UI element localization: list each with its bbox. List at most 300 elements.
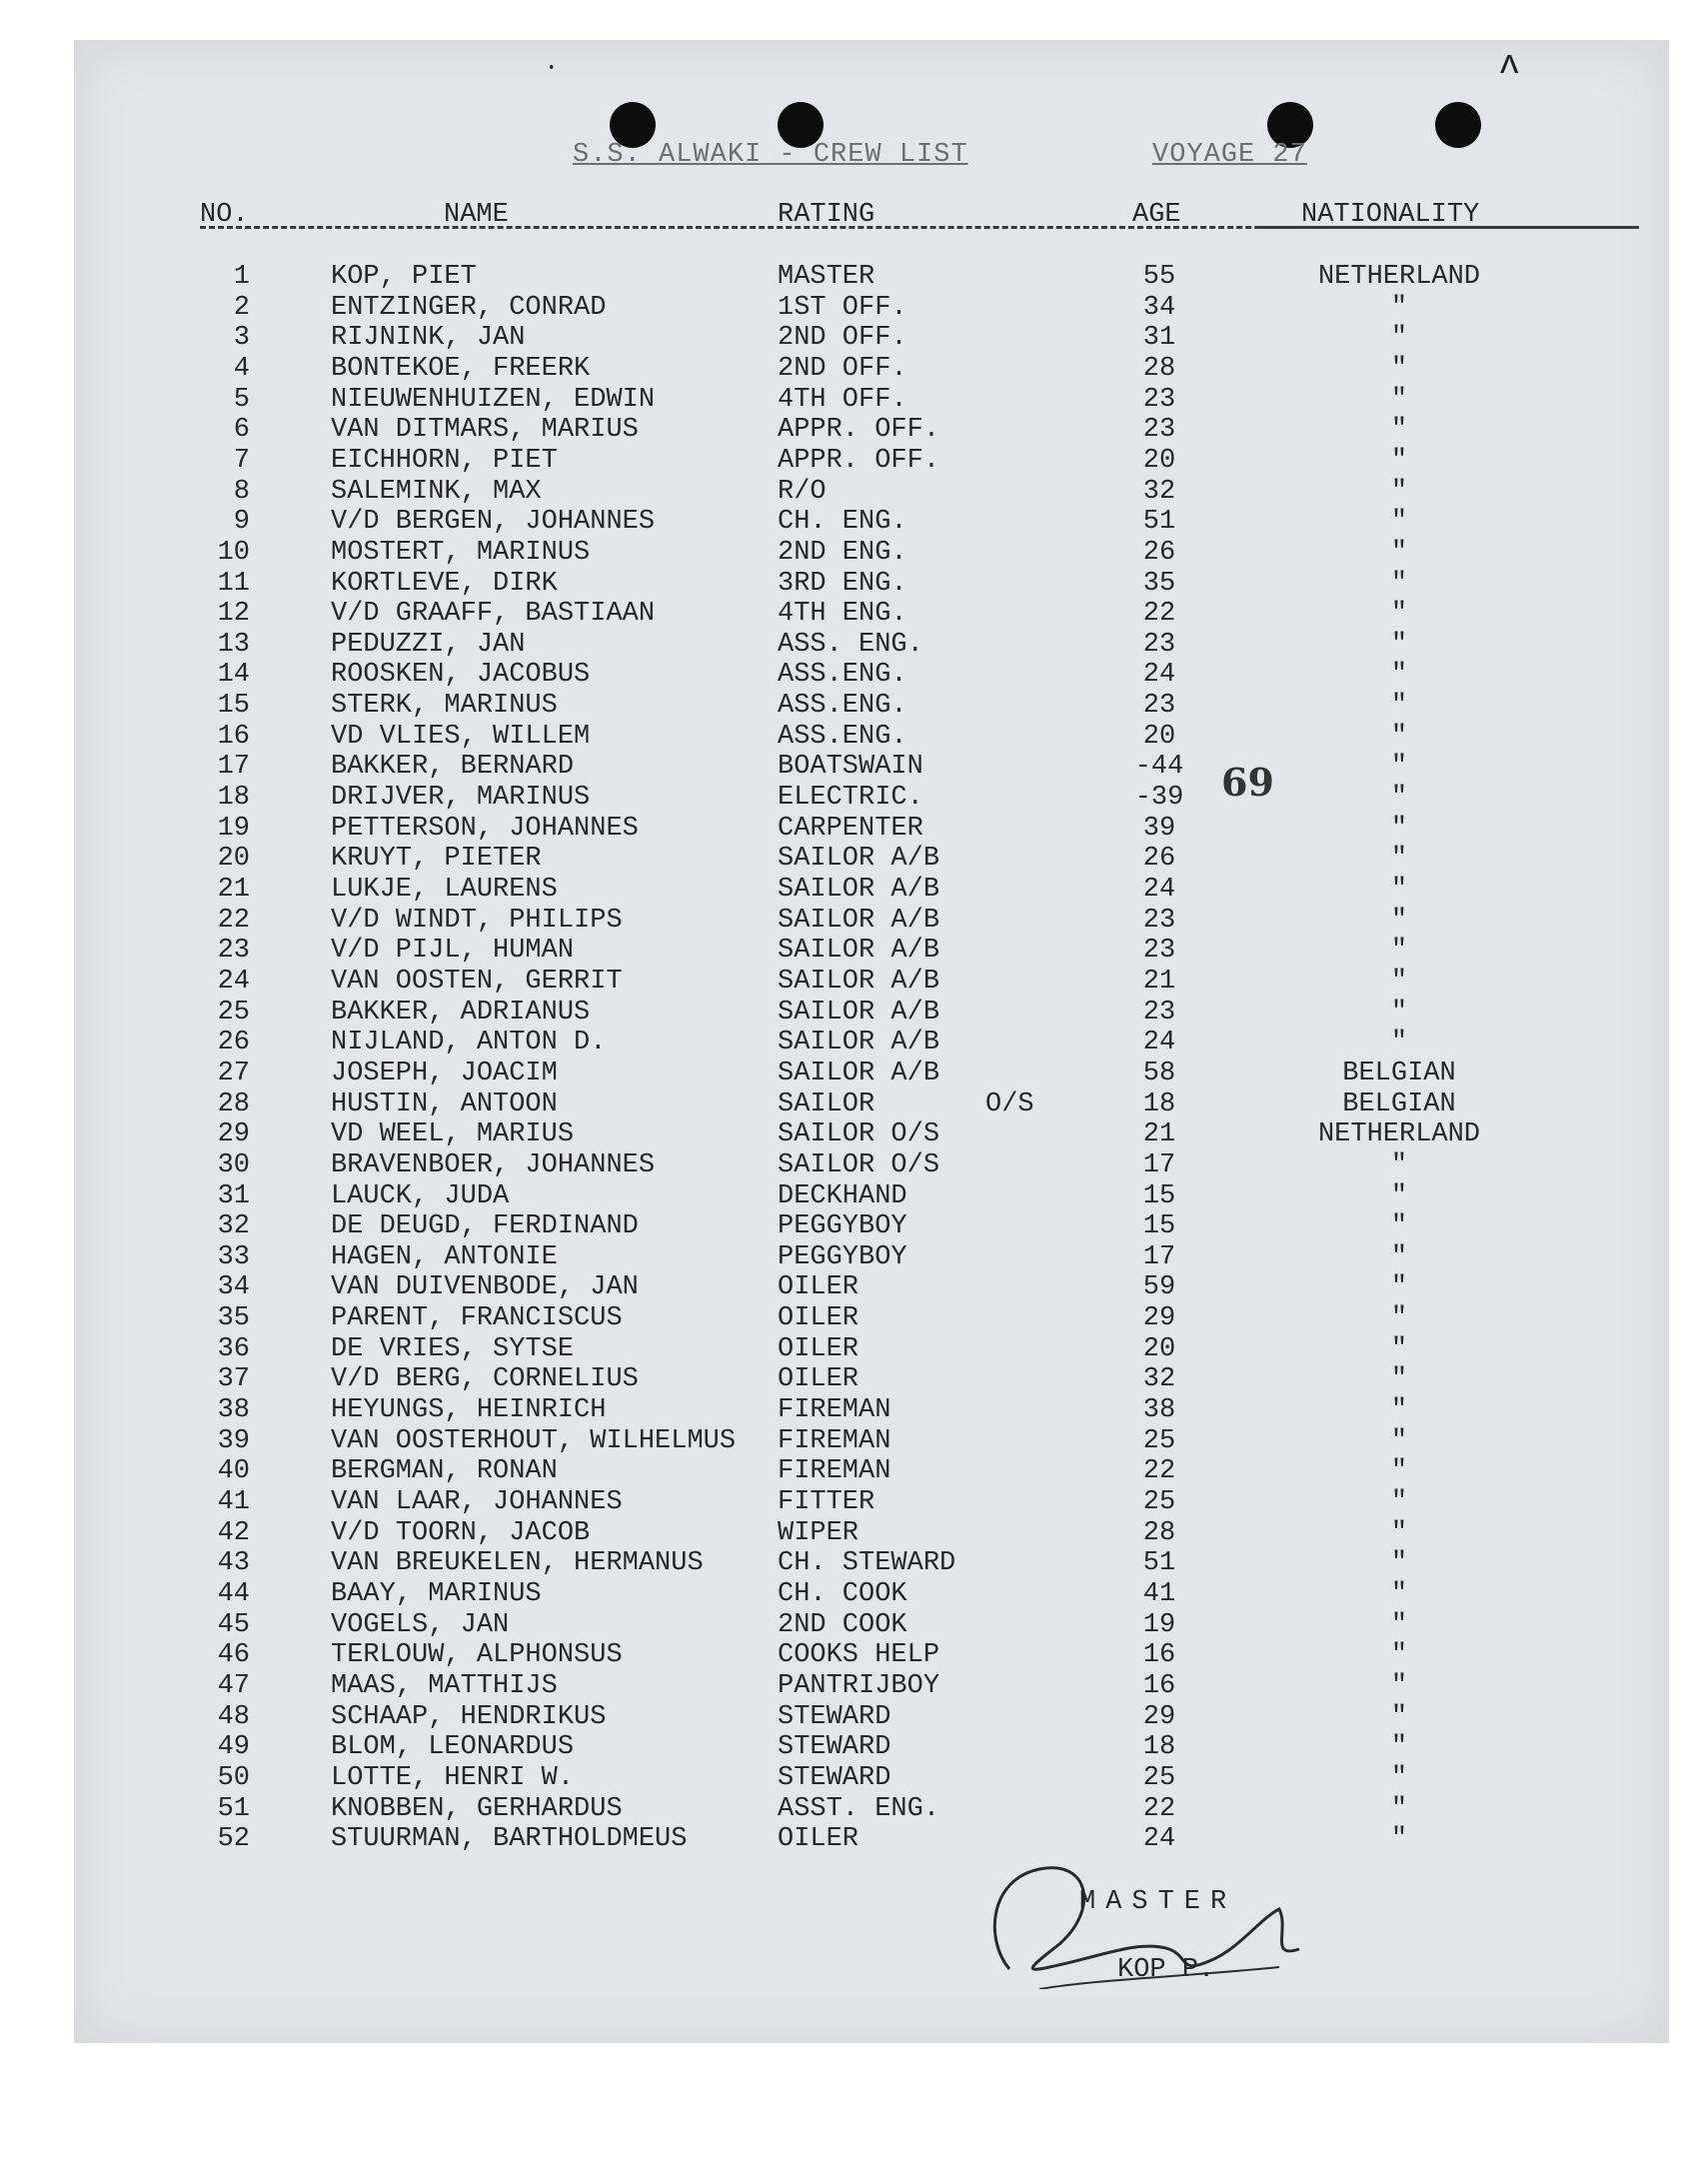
crew-rating: SAILOR O/S <box>778 1150 940 1180</box>
crew-number: 14 <box>217 660 250 690</box>
crew-rating: CH. ENG. <box>778 507 907 537</box>
crew-age: 35 <box>1142 569 1176 599</box>
table-row <box>0 262 1708 293</box>
crew-number: 43 <box>217 1548 250 1578</box>
table-row <box>0 1426 1708 1457</box>
table-row <box>0 1763 1708 1794</box>
crew-nationality: " <box>1390 354 1408 384</box>
crew-age: 20 <box>1142 446 1176 476</box>
table-row <box>0 814 1708 845</box>
crew-nationality: " <box>1390 1334 1408 1364</box>
crew-age: 18 <box>1142 1732 1176 1762</box>
crew-name: BERGMAN, RONAN <box>331 1456 558 1486</box>
table-row <box>0 1181 1708 1212</box>
crew-name: BONTEKOE, FREERK <box>331 354 591 384</box>
crew-nationality: " <box>1390 783 1408 813</box>
crew-age: -44 <box>1134 752 1184 782</box>
crew-number: 11 <box>217 569 250 599</box>
crew-name: RIJNINK, JAN <box>331 323 526 353</box>
crew-nationality: BELGIAN <box>1342 1059 1456 1088</box>
crew-rating: BOATSWAIN <box>778 752 923 782</box>
table-row <box>0 1579 1708 1610</box>
crew-age: 39 <box>1142 814 1176 844</box>
crew-age: 23 <box>1142 385 1176 415</box>
crew-nationality: " <box>1390 1181 1408 1211</box>
crew-rating: OILER <box>778 1334 859 1364</box>
crew-age: 25 <box>1142 1487 1176 1517</box>
crew-nationality: " <box>1390 1242 1408 1272</box>
crew-rating: APPR. OFF. <box>778 415 940 445</box>
crew-age: 25 <box>1142 1426 1176 1456</box>
crew-name: KORTLEVE, DIRK <box>331 569 558 599</box>
crew-number: 51 <box>217 1794 250 1824</box>
crew-name: TERLOUW, ALPHONSUS <box>331 1640 623 1670</box>
crew-number: 20 <box>217 844 250 874</box>
crew-age: 23 <box>1142 415 1176 445</box>
crew-name: HUSTIN, ANTOON <box>331 1089 558 1119</box>
crew-number: 15 <box>217 691 250 721</box>
crew-number: 37 <box>217 1364 250 1394</box>
crew-number: 7 <box>233 446 250 476</box>
crew-rating: STEWARD <box>778 1732 891 1762</box>
crew-rating: 4TH OFF. <box>778 385 907 415</box>
crew-number: 25 <box>217 998 250 1028</box>
crew-rating: STEWARD <box>778 1763 891 1793</box>
crew-nationality: " <box>1390 1702 1408 1732</box>
crew-nationality: " <box>1390 1763 1408 1793</box>
crew-name: PEDUZZI, JAN <box>331 630 526 660</box>
crew-name: NIJLAND, ANTON D. <box>331 1028 607 1058</box>
crew-rating: DECKHAND <box>778 1181 907 1211</box>
crew-name: EICHHORN, PIET <box>331 446 558 476</box>
crew-rating: MASTER <box>778 262 875 292</box>
crew-rating: ASST. ENG. <box>778 1794 940 1824</box>
crew-number: 18 <box>217 783 250 813</box>
table-row <box>0 1364 1708 1395</box>
crew-number: 41 <box>217 1487 250 1517</box>
crew-number: 39 <box>217 1426 250 1456</box>
crew-nationality: " <box>1390 1610 1408 1640</box>
crew-name: VAN OOSTEN, GERRIT <box>331 967 623 997</box>
crew-age: 23 <box>1142 691 1176 721</box>
table-row <box>0 1824 1708 1855</box>
crew-name: JOSEPH, JOACIM <box>331 1059 558 1088</box>
crew-rating: 2ND ENG. <box>778 538 907 568</box>
crew-name: VOGELS, JAN <box>331 1610 510 1640</box>
crew-number: 38 <box>217 1395 250 1425</box>
crew-age: 26 <box>1142 844 1176 874</box>
crew-name: LAUCK, JUDA <box>331 1181 510 1211</box>
crew-rating: PANTRIJBOY <box>778 1671 940 1701</box>
table-row <box>0 1272 1708 1303</box>
table-row <box>0 875 1708 906</box>
table-row <box>0 599 1708 630</box>
crew-number: 19 <box>217 814 250 844</box>
crew-rating: ASS. ENG. <box>778 630 923 660</box>
table-row <box>0 569 1708 600</box>
crew-rating: 2ND COOK <box>778 1610 907 1640</box>
crew-rating: CARPENTER <box>778 814 923 844</box>
crew-rating: PEGGYBOY <box>778 1211 907 1241</box>
header-rule-solid <box>1259 226 1639 229</box>
crew-age: 26 <box>1142 538 1176 568</box>
crew-name: HAGEN, ANTONIE <box>331 1242 558 1272</box>
crew-rating: COOKS HELP <box>778 1640 940 1670</box>
crew-name: VD VLIES, WILLEM <box>331 722 591 752</box>
crew-age: 16 <box>1142 1671 1176 1701</box>
crew-age: 22 <box>1142 1456 1176 1486</box>
crew-name: BAAY, MARINUS <box>331 1579 542 1609</box>
crew-rating: SAILOR A/B <box>778 906 940 936</box>
voyage-number: VOYAGE 27 <box>1152 140 1307 170</box>
crew-rating: SAILOR A/B <box>778 936 940 966</box>
crew-age: 23 <box>1142 936 1176 966</box>
crew-number: 31 <box>217 1181 250 1211</box>
crew-rating: 3RD ENG. <box>778 569 907 599</box>
crew-age: 24 <box>1142 1028 1176 1058</box>
crew-rating: FITTER <box>778 1487 875 1517</box>
crew-rating: SAILOR <box>778 1089 875 1119</box>
crew-nationality: " <box>1390 323 1408 353</box>
crew-age: 22 <box>1142 599 1176 629</box>
crew-name: STUURMAN, BARTHOLDMEUS <box>331 1824 688 1854</box>
crew-rating-note: O/S <box>985 1089 1034 1119</box>
crew-rating: SAILOR A/B <box>778 1028 940 1058</box>
table-row <box>0 446 1708 477</box>
crew-name: HEYUNGS, HEINRICH <box>331 1395 607 1425</box>
crew-number: 50 <box>217 1763 250 1793</box>
crew-nationality: " <box>1390 1150 1408 1180</box>
crew-name: KRUYT, PIETER <box>331 844 542 874</box>
crew-number: 23 <box>217 936 250 966</box>
crew-nationality: " <box>1390 660 1408 690</box>
crew-rating: SAILOR A/B <box>778 998 940 1028</box>
crew-number: 36 <box>217 1334 250 1364</box>
crew-age: 23 <box>1142 906 1176 936</box>
crew-rating: PEGGYBOY <box>778 1242 907 1272</box>
crew-age: 23 <box>1142 998 1176 1028</box>
crew-age: 58 <box>1142 1059 1176 1088</box>
table-row <box>0 722 1708 753</box>
crew-name: STERK, MARINUS <box>331 691 558 721</box>
crew-nationality: NETHERLAND <box>1317 1119 1481 1149</box>
crew-nationality: " <box>1390 875 1408 905</box>
crew-number: 16 <box>217 722 250 752</box>
table-row <box>0 752 1708 783</box>
crew-name: MOSTERT, MARINUS <box>331 538 591 568</box>
table-row <box>0 1456 1708 1487</box>
crew-age: 23 <box>1142 630 1176 660</box>
table-row <box>0 507 1708 538</box>
crew-rating: R/O <box>778 477 827 507</box>
crew-age: -39 <box>1134 783 1184 813</box>
table-row <box>0 630 1708 661</box>
crew-age: 17 <box>1142 1242 1176 1272</box>
crew-number: 5 <box>233 385 250 415</box>
table-row <box>0 936 1708 967</box>
crew-age: 16 <box>1142 1640 1176 1670</box>
crew-number: 2 <box>233 293 250 323</box>
crew-nationality: " <box>1390 1395 1408 1425</box>
crew-rating: SAILOR A/B <box>778 1059 940 1088</box>
crew-number: 33 <box>217 1242 250 1272</box>
crew-name: VAN BREUKELEN, HERMANUS <box>331 1548 704 1578</box>
crew-name: VAN DUIVENBODE, JAN <box>331 1272 639 1302</box>
crew-nationality: " <box>1390 906 1408 936</box>
crew-name: LOTTE, HENRI W. <box>331 1763 575 1793</box>
table-row <box>0 1732 1708 1763</box>
crew-number: 48 <box>217 1702 250 1732</box>
table-row <box>0 1395 1708 1426</box>
crew-nationality: BELGIAN <box>1342 1089 1456 1119</box>
crew-number: 40 <box>217 1456 250 1486</box>
crew-age: 32 <box>1142 477 1176 507</box>
crew-rating: SAILOR A/B <box>778 844 940 874</box>
crew-rating: 2ND OFF. <box>778 354 907 384</box>
table-row <box>0 998 1708 1029</box>
crew-number: 32 <box>217 1211 250 1241</box>
crew-number: 21 <box>217 875 250 905</box>
crew-age: 34 <box>1142 293 1176 323</box>
crew-rating: SAILOR A/B <box>778 875 940 905</box>
crew-rating: FIREMAN <box>778 1456 891 1486</box>
crew-name: KNOBBEN, GERHARDUS <box>331 1794 623 1824</box>
table-row <box>0 323 1708 354</box>
crew-rating: APPR. OFF. <box>778 446 940 476</box>
crew-rating: 4TH ENG. <box>778 599 907 629</box>
crew-nationality: " <box>1390 1456 1408 1486</box>
handwritten-annotation: 69 <box>1221 760 1274 805</box>
crew-nationality: " <box>1390 691 1408 721</box>
crew-name: VD WEEL, MARIUS <box>331 1119 575 1149</box>
table-row <box>0 1487 1708 1518</box>
crew-number: 22 <box>217 906 250 936</box>
crew-number: 29 <box>217 1119 250 1149</box>
table-row <box>0 293 1708 324</box>
table-row <box>0 1548 1708 1579</box>
crew-nationality: " <box>1390 630 1408 660</box>
crew-nationality: " <box>1390 569 1408 599</box>
crew-number: 4 <box>233 354 250 384</box>
crew-nationality: " <box>1390 477 1408 507</box>
crew-age: 21 <box>1142 967 1176 997</box>
crew-number: 44 <box>217 1579 250 1609</box>
crew-number: 27 <box>217 1059 250 1088</box>
crew-rating: WIPER <box>778 1518 859 1548</box>
crew-name: BLOM, LEONARDUS <box>331 1732 575 1762</box>
crew-number: 10 <box>217 538 250 568</box>
crew-nationality: " <box>1390 446 1408 476</box>
table-row <box>0 1059 1708 1089</box>
crew-number: 3 <box>233 323 250 353</box>
table-row <box>0 477 1708 508</box>
crew-number: 8 <box>233 477 250 507</box>
crew-name: PARENT, FRANCISCUS <box>331 1303 623 1333</box>
table-row <box>0 783 1708 814</box>
crew-name: NIEUWENHUIZEN, EDWIN <box>331 385 656 415</box>
crew-nationality: " <box>1390 722 1408 752</box>
crew-number: 30 <box>217 1150 250 1180</box>
crew-nationality: " <box>1390 1303 1408 1333</box>
crew-rating: CH. STEWARD <box>778 1548 956 1578</box>
table-row <box>0 1334 1708 1365</box>
crew-name: DRIJVER, MARINUS <box>331 783 591 813</box>
table-row <box>0 660 1708 691</box>
crew-nationality: " <box>1390 1671 1408 1701</box>
crew-name: DE VRIES, SYTSE <box>331 1334 575 1364</box>
crew-nationality: " <box>1390 293 1408 323</box>
crew-age: 25 <box>1142 1763 1176 1793</box>
crew-number: 24 <box>217 967 250 997</box>
crew-rating: SAILOR A/B <box>778 967 940 997</box>
crew-number: 6 <box>233 415 250 445</box>
crew-name: BAKKER, ADRIANUS <box>331 998 591 1028</box>
crew-rating: 1ST OFF. <box>778 293 907 323</box>
crew-number: 26 <box>217 1028 250 1058</box>
crew-number: 46 <box>217 1640 250 1670</box>
table-row <box>0 1028 1708 1059</box>
crew-nationality: " <box>1390 507 1408 537</box>
crew-name: DE DEUGD, FERDINAND <box>331 1211 639 1241</box>
crew-age: 17 <box>1142 1150 1176 1180</box>
crew-age: 20 <box>1142 1334 1176 1364</box>
document-title: S.S. ALWAKI - CREW LIST <box>573 140 968 170</box>
crew-number: 47 <box>217 1671 250 1701</box>
table-row <box>0 1150 1708 1181</box>
table-row <box>0 538 1708 569</box>
table-row <box>0 844 1708 875</box>
crew-age: 15 <box>1142 1211 1176 1241</box>
crew-number: 12 <box>217 599 250 629</box>
table-row <box>0 1640 1708 1671</box>
crew-age: 31 <box>1142 323 1176 353</box>
column-header-rating: RATING <box>778 200 875 230</box>
crew-nationality: " <box>1390 1548 1408 1578</box>
crew-rating: OILER <box>778 1824 859 1854</box>
crew-nationality: " <box>1390 1272 1408 1302</box>
table-row <box>0 1089 1708 1120</box>
crew-nationality: " <box>1390 814 1408 844</box>
crew-age: 41 <box>1142 1579 1176 1609</box>
crew-name: V/D BERG, CORNELIUS <box>331 1364 639 1394</box>
crew-number: 35 <box>217 1303 250 1333</box>
crew-nationality: " <box>1390 1364 1408 1394</box>
crew-nationality: " <box>1390 1640 1408 1670</box>
crew-nationality: " <box>1390 538 1408 568</box>
crew-rating: FIREMAN <box>778 1426 891 1456</box>
crew-age: 38 <box>1142 1395 1176 1425</box>
crew-rating: OILER <box>778 1364 859 1394</box>
crew-number: 52 <box>217 1824 250 1854</box>
table-row <box>0 385 1708 416</box>
table-row <box>0 1518 1708 1549</box>
crew-age: 20 <box>1142 722 1176 752</box>
crew-age: 29 <box>1142 1702 1176 1732</box>
crew-name: VAN LAAR, JOHANNES <box>331 1487 623 1517</box>
crew-rating: ASS.ENG. <box>778 660 907 690</box>
table-row <box>0 1211 1708 1242</box>
punch-hole <box>1435 102 1481 148</box>
crew-nationality: " <box>1390 967 1408 997</box>
crew-nationality: " <box>1390 998 1408 1028</box>
crew-name: SALEMINK, MAX <box>331 477 542 507</box>
table-row <box>0 354 1708 385</box>
crew-age: 28 <box>1142 1518 1176 1548</box>
crew-number: 28 <box>217 1089 250 1119</box>
crew-nationality: " <box>1390 752 1408 782</box>
crew-age: 51 <box>1142 1548 1176 1578</box>
crew-age: 32 <box>1142 1364 1176 1394</box>
crew-nationality: " <box>1390 844 1408 874</box>
crew-name: BAKKER, BERNARD <box>331 752 575 782</box>
crew-number: 42 <box>217 1518 250 1548</box>
crew-name: V/D BERGEN, JOHANNES <box>331 507 656 537</box>
crew-name: ENTZINGER, CONRAD <box>331 293 607 323</box>
table-row <box>0 1242 1708 1273</box>
crew-age: 24 <box>1142 660 1176 690</box>
ink-speck: ⸱ <box>548 55 556 86</box>
column-header-age: AGE <box>1132 200 1181 230</box>
crew-rating: 2ND OFF. <box>778 323 907 353</box>
crew-name: V/D TOORN, JACOB <box>331 1518 591 1548</box>
crew-nationality: " <box>1390 599 1408 629</box>
crew-number: 9 <box>233 507 250 537</box>
column-header-name: NAME <box>444 200 509 230</box>
crew-nationality: " <box>1390 1732 1408 1762</box>
crew-name: KOP, PIET <box>331 262 477 292</box>
table-row <box>0 1610 1708 1641</box>
crew-nationality: " <box>1390 385 1408 415</box>
table-row <box>0 906 1708 937</box>
signature-role: MASTER <box>1079 1887 1237 1917</box>
crew-rating: ASS.ENG. <box>778 722 907 752</box>
crew-age: 22 <box>1142 1794 1176 1824</box>
crew-age: 29 <box>1142 1303 1176 1333</box>
crew-age: 19 <box>1142 1610 1176 1640</box>
crew-nationality: " <box>1390 1426 1408 1456</box>
crew-rating: CH. COOK <box>778 1579 907 1609</box>
crew-age: 59 <box>1142 1272 1176 1302</box>
crew-name: VAN DITMARS, MARIUS <box>331 415 639 445</box>
crew-number: 13 <box>217 630 250 660</box>
crew-name: V/D PIJL, HUMAN <box>331 936 575 966</box>
crew-number: 34 <box>217 1272 250 1302</box>
crew-nationality: " <box>1390 936 1408 966</box>
crew-name: ROOSKEN, JACOBUS <box>331 660 591 690</box>
crew-nationality: NETHERLAND <box>1317 262 1481 292</box>
crew-rating: OILER <box>778 1272 859 1302</box>
crew-age: 18 <box>1142 1089 1176 1119</box>
crew-nationality: " <box>1390 1211 1408 1241</box>
crew-rating: FIREMAN <box>778 1395 891 1425</box>
ink-speck: ʌ <box>1499 46 1520 84</box>
crew-number: 17 <box>217 752 250 782</box>
crew-age: 15 <box>1142 1181 1176 1211</box>
column-header-nationality: NATIONALITY <box>1301 200 1480 230</box>
crew-rating: ASS.ENG. <box>778 691 907 721</box>
crew-number: 1 <box>233 262 250 292</box>
crew-nationality: " <box>1390 1579 1408 1609</box>
crew-nationality: " <box>1390 1028 1408 1058</box>
crew-rating: STEWARD <box>778 1702 891 1732</box>
crew-nationality: " <box>1390 1824 1408 1854</box>
table-row <box>0 1119 1708 1150</box>
crew-age: 24 <box>1142 875 1176 905</box>
crew-age: 51 <box>1142 507 1176 537</box>
crew-name: SCHAAP, HENDRIKUS <box>331 1702 607 1732</box>
crew-age: 55 <box>1142 262 1176 292</box>
crew-age: 28 <box>1142 354 1176 384</box>
